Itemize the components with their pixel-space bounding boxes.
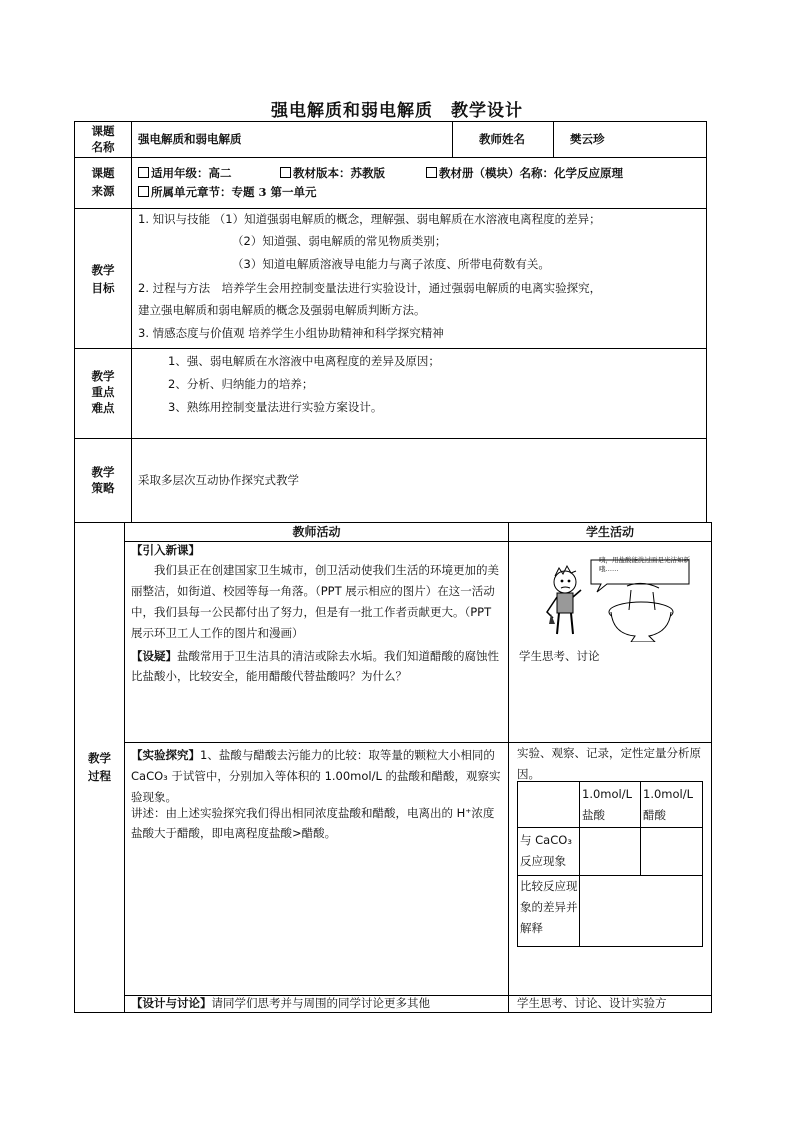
source-cell: [131, 157, 707, 209]
goals-label-1: 教学: [91, 263, 115, 277]
design-text: 请同学们思考并与周围的同学讨论更多其他: [211, 996, 430, 1010]
teacher-name: 樊云珍: [570, 132, 605, 146]
obs-table-corner: [517, 781, 580, 828]
design-teacher-cell: [124, 995, 509, 1013]
teacher-label: 教师姓名: [479, 132, 525, 146]
experiment-tag: 【实验探究】: [131, 748, 200, 762]
strategy-cell: [131, 438, 707, 523]
goal-line: 2. 过程与方法 培养学生会用控制变量法进行实验设计，通过强弱电解质的电离实验探究，: [138, 281, 602, 295]
intro-student-cell: [508, 541, 712, 743]
unit-text: 所属单元章节：专题 3 第一单元: [151, 185, 317, 199]
goals-label-2: 目标: [91, 281, 115, 295]
experiment-text: 1、盐酸与醋酸去污能力的比较：取等量的颗粒大小相同的 CaCO₃ 于试管中，分别加入等体积的 1.00mol/L 的盐酸和醋酸，观察实验现象。: [131, 748, 501, 804]
cartoon-speech-bubble: 咦，用盐酸能洗过面是光洁如新哦……: [599, 556, 690, 573]
intro-student-text: 学生思考、讨论: [519, 649, 600, 663]
teacher-activity-header: 教师活动: [292, 525, 341, 539]
topic-name: 强电解质和弱电解质: [138, 132, 242, 146]
goal-line: （2）知道强、弱电解质的常见物质类别；: [232, 234, 447, 248]
strategy-label-1: 教学: [91, 465, 115, 479]
strategy-label-cell: [74, 438, 132, 523]
process-label-cell: [74, 522, 125, 1013]
design-tag: 【设计与讨论】: [131, 996, 212, 1010]
experiment-explain: 讲述：由上述实验探究我们得出相同浓度盐酸和醋酸，电离出的 H⁺浓度盐酸大于醋酸，即电离程度盐酸>醋酸。: [131, 806, 495, 840]
key-line: 2、分析、归纳能力的培养；: [168, 377, 314, 391]
textbook-text: 教材版本：苏教版: [293, 166, 385, 180]
obs-row-compare: [517, 875, 580, 947]
intro-tag: 【引入新课】: [131, 543, 200, 557]
key-label-2: 重点: [91, 385, 115, 399]
book-text: 教材册（模块）名称：化学反应原理: [439, 166, 623, 180]
obs-col-acetic: [640, 781, 703, 828]
obs-cell: [579, 875, 703, 947]
process-label-1: 教学: [88, 751, 111, 765]
obs-row-compare-label: 比较反应现象的差异并解释: [520, 879, 578, 935]
experiment-student-text: 实验、观察、记录，定性定量分析原因。: [517, 746, 701, 781]
key-label-1: 教学: [91, 369, 115, 383]
design-student-cell: [508, 995, 712, 1013]
obs-row-reaction-label: 与 CaCO₃ 反应现象: [520, 833, 572, 868]
key-line: 3、熟练用控制变量法进行实验方案设计。: [168, 400, 383, 414]
obs-col-hcl: [579, 781, 641, 828]
strategy-label-2: 策略: [91, 481, 115, 495]
topic-label-cell: [74, 121, 132, 158]
source-label-1: 课题: [91, 166, 115, 180]
question-text: 盐酸常用于卫生洁具的清洁或除去水垢。我们知道醋酸的腐蚀性比盐酸小，比较安全，能用醋酸代替盐酸吗？为什么？: [131, 649, 499, 683]
key-label-3: 难点: [91, 401, 115, 415]
goal-line: 建立强电解质和弱电解质的概念及强弱电解质判断方法。: [138, 303, 426, 317]
experiment-teacher-cell: [124, 742, 509, 996]
obs-col-acetic-label: 1.0mol/L 醋酸: [643, 787, 694, 822]
design-student-text: 学生思考、讨论、设计实验方: [517, 996, 667, 1010]
obs-cell: [640, 827, 703, 876]
intro-text: 我们县正在创建国家卫生城市，创卫活动使我们生活的环境更加的美丽整洁，如街道、校园等每一角落。（PPT 展示相应的图片）在这一活动中，我们县每一公民都付出了努力，但是有一批工作者贡献更大。（PPT 展示环卫工人工作的图片和漫画）: [131, 563, 499, 640]
page-title: 强电解质和弱电解质 教学设计: [271, 101, 523, 121]
process-label-2: 过程: [88, 769, 111, 783]
topic-label-1: 课题: [91, 124, 115, 138]
checkbox-icon: [280, 167, 291, 178]
source-label-2: 来源: [91, 184, 115, 198]
student-activity-header: 学生活动: [585, 525, 634, 539]
intro-teacher-cell: [124, 541, 509, 743]
topic-cell: [131, 121, 453, 158]
source-label-cell: [74, 157, 132, 209]
strategy-text: 采取多层次互动协作探究式教学: [138, 473, 299, 487]
teacher-activity-header-cell: [124, 522, 509, 542]
question-tag: 【设疑】: [131, 649, 177, 663]
obs-cell: [579, 827, 641, 876]
goal-line: 1. 知识与技能 （1）知道强弱电解质的概念，理解强、弱电解质在水溶液电离程度的差异；: [138, 212, 601, 226]
key-cell: [131, 348, 707, 439]
experiment-student-cell: [508, 742, 712, 996]
teacher-label-cell: [452, 121, 554, 158]
obs-row-reaction: [517, 827, 580, 876]
checkbox-icon: [426, 167, 437, 178]
checkbox-icon: [138, 186, 149, 197]
key-label-cell: [74, 348, 132, 439]
obs-col-hcl-label: 1.0mol/L 盐酸: [582, 787, 633, 822]
goal-line: （3）知道电解质溶液导电能力与离子浓度、所带电荷数有关。: [232, 257, 550, 271]
goal-line: 3. 情感态度与价值观 培养学生小组协助精神和科学探究精神: [138, 326, 444, 340]
topic-label-2: 名称: [91, 140, 115, 154]
grade-text: 适用年级：高二: [151, 166, 232, 180]
teacher-name-cell: [553, 121, 707, 158]
key-line: 1、强、弱电解质在水溶液中电离程度的差异及原因；: [168, 354, 440, 368]
student-activity-header-cell: [508, 522, 712, 542]
goals-cell: [131, 208, 707, 349]
goals-label-cell: [74, 208, 132, 349]
checkbox-icon: [138, 167, 149, 178]
